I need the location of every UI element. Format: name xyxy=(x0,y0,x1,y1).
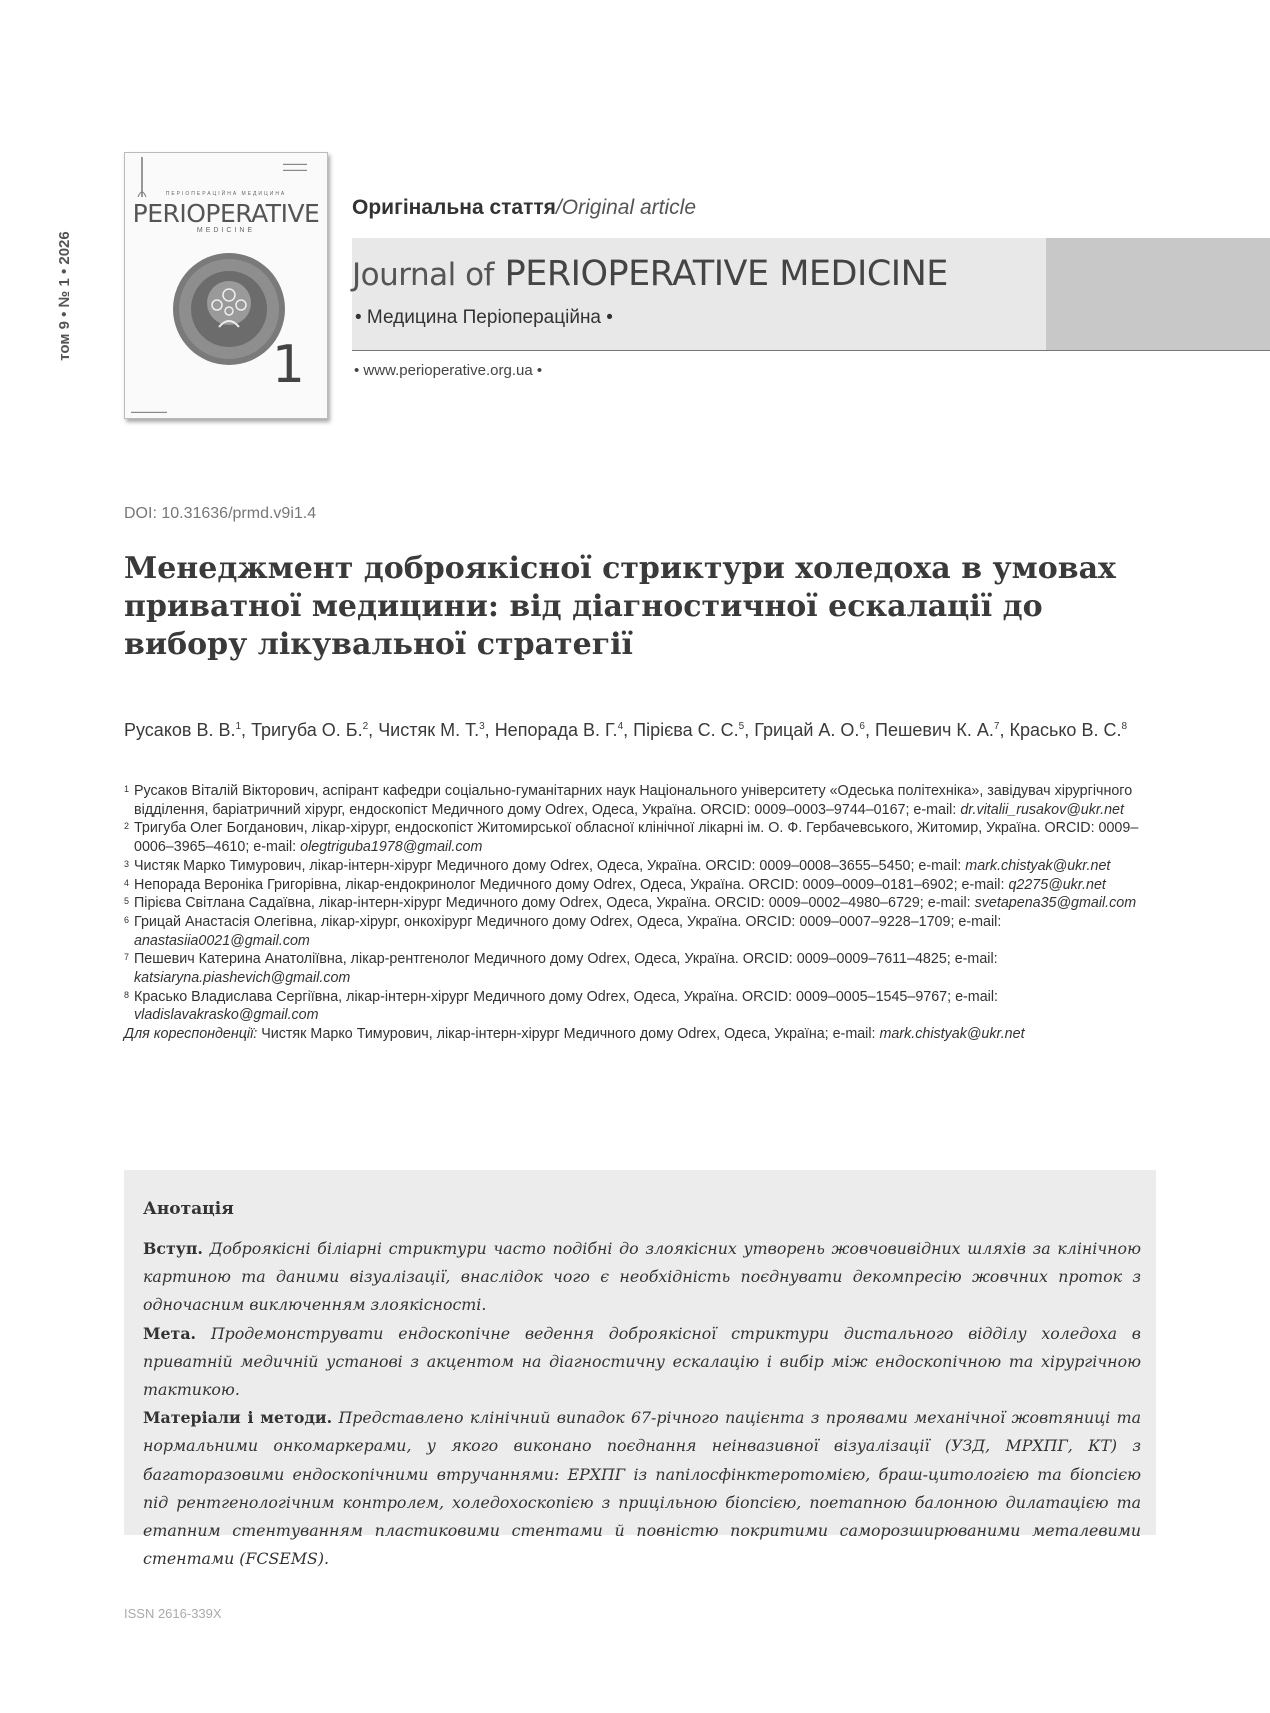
author-name: Непорада В. Г. xyxy=(494,720,618,740)
abstract-section xyxy=(143,1404,1141,1573)
abstract-section-label: Вступ. xyxy=(143,1239,203,1258)
correspondence-email[interactable]: mark.chistyak@ukr.net xyxy=(879,1026,1025,1043)
abstract-section-text: Продемонструвати ендоскопічне ведення доброякісної стриктури дистального відділу холедоха в приватній медичній установі з акцентом на діагностичну ескалацію і вибір між ендоскопічною та хірургічною тактикою. xyxy=(143,1323,1141,1400)
affiliation-email[interactable]: katsiaryna.piashevich@gmail.com xyxy=(134,970,351,987)
abstract-section-text: Доброякісні біліарні стриктури часто подібні до злоякісних утворень жовчовивідних шляхів за клінічною картиною та даними візуалізації, внаслідок чого є необхідність поєднувати декомпресію жовчних проток з одночасним виключенням злоякісності. xyxy=(143,1239,1141,1315)
affiliation-number: 1 xyxy=(124,784,130,794)
cover-brand-sub: MEDICINE xyxy=(196,227,256,234)
author-list: Русаков В. В.$^1$, Тригуба О. Б.$^2$, Чистяк М. Т.$^3$, Непорада В. Г.$^4$, Пірієва С. С.$^5$, Грицай А. О.$^6$, Пешевич К. А.$^7$, Красько В. С.$^8$ xyxy=(124,720,1128,740)
journal-title-name: PERIOPERATIVE MEDICINE xyxy=(504,254,948,294)
author-name: Красько В. С. xyxy=(1009,720,1122,740)
cover-publisher-text: ▬▬▬▬▬▬ xyxy=(283,161,307,166)
article-type-en: Original article xyxy=(561,196,696,219)
affiliation-text: Пешевич Катерина Анатоліївна, лікар-рентгенолог Медичного дому Odrex, Одеса, Україна. ORCID: 0009–0009–7611–4825; e-mail: xyxy=(134,951,998,968)
abstract-heading: Анотація xyxy=(143,1199,234,1219)
abstract-section-label: Мета. xyxy=(143,1323,197,1343)
needle-icon xyxy=(135,157,149,199)
author-affiliation-number: 1 xyxy=(235,721,242,732)
abstract-box xyxy=(124,1170,1156,1569)
affiliation-item xyxy=(124,857,1160,876)
abstract-body xyxy=(143,1235,1141,1573)
journal-subtitle: • Медицина Періопераційна • xyxy=(355,307,613,328)
journal-title xyxy=(352,254,948,294)
affiliation-item xyxy=(124,988,1160,1025)
author-affiliation-number: 4 xyxy=(617,721,624,732)
author xyxy=(251,720,368,740)
author xyxy=(875,720,999,740)
author xyxy=(633,720,744,740)
author-name: Русаков В. В. xyxy=(124,720,236,740)
author-name: Чистяк М. Т. xyxy=(378,720,480,740)
abstract-section xyxy=(143,1235,1141,1320)
affiliation-number: 3 xyxy=(124,858,130,869)
author-name: Пірієва С. С. xyxy=(633,720,739,740)
correspondence-text: Чистяк Марко Тимурович, лікар-інтерн-хірург Медичного дому Odrex, Одеса, Україна; e-mail: xyxy=(257,1026,880,1043)
issn: ISSN 2616-339X xyxy=(124,1606,222,1621)
affiliation-text: Грицай Анастасія Олегівна, лікар-хірург, онкохірург Медичного дому Odrex, Одеса, Україна. ORCID: 0009–0007–9228–1709; e-mail: xyxy=(134,913,1002,930)
cover-top-text: ПЕРІОПЕРАЦІЙНА МЕДИЦИНА xyxy=(165,191,287,197)
cover-publisher-text-2: ▬▬▬▬▬▬ xyxy=(283,167,307,172)
article-type xyxy=(352,196,696,220)
article-type-separator: / xyxy=(555,196,562,219)
affiliation-number: 5 xyxy=(124,896,130,907)
affiliation-email[interactable]: q2275@ukr.net xyxy=(1008,876,1106,893)
affiliation-number: 8 xyxy=(124,989,130,1000)
affiliation-number: 4 xyxy=(124,877,130,888)
author-affiliation-number: 7 xyxy=(993,721,1000,732)
author xyxy=(1009,720,1127,740)
volume-issue-label: том 9 • № 1 • 2026 xyxy=(56,231,73,361)
affiliations xyxy=(124,782,1160,1044)
affiliation-text: Красько Владислава Сергіївна, лікар-інтерн-хірург Медичного дому Odrex, Одеса, Україна. ORCID: 0009–0005–1545–9767; e-mail: xyxy=(134,988,998,1005)
cover-issue-number: 1 xyxy=(271,335,305,395)
author-affiliation-number: 6 xyxy=(859,721,865,732)
article-title: Менеджмент доброякісної стриктури холедоха в умовах приватної медицини: від діагностичної ескалації до вибору лікувальної стратегії xyxy=(124,551,1116,662)
author xyxy=(754,720,865,740)
affiliation-list xyxy=(124,782,1160,1025)
author-name: Грицай А. О. xyxy=(754,720,860,740)
affiliation-item xyxy=(124,876,1160,895)
affiliation-text: Тригуба Олег Богданович, лікар-хірург, ендоскопіст Житомирської обласної клінічної лікарні ім. О. Ф. Гербачевського, Житомир, Україна. ORCID: 0009–0006–3965–4610; e-mail: xyxy=(134,820,1139,856)
affiliation-number: 2 xyxy=(124,821,130,832)
author xyxy=(378,720,484,740)
author-affiliation-number: 8 xyxy=(1121,721,1128,732)
author-affiliation-number: 3 xyxy=(479,721,485,732)
author-affiliation-number: 5 xyxy=(738,721,745,732)
journal-title-prefix: Journal of xyxy=(352,257,494,293)
article-type-ua: Оригінальна стаття xyxy=(352,196,556,219)
affiliation-item xyxy=(124,819,1160,856)
journal-cover-image xyxy=(124,152,328,419)
journal-banner-accent xyxy=(1046,238,1270,351)
affiliation-text: Русаков Віталій Вікторович, аспірант кафедри соціально-гуманітарних наук Національного університету «Одеська політехніка», завідувач хірургічного відділення, баріатричний хірург, ендоскопіст Медичного дому Odrex, Одеса, Україна. ORCID: 0009–0003–9744–0167; e-mail: xyxy=(134,783,1133,818)
affiliation-item xyxy=(124,782,1160,819)
abstract-section-text: Представлено клінічний випадок 67-річного пацієнта з проявами механічної жовтяниці та нормальними онкомаркерами, у якого виконано поєднання неінвазивної візуалізації (УЗД, МРХПГ, КТ) з багаторазовими ендоскопічними втручаннями: ЕРХПГ із папілосфінктеротомією, браш-цитологією та біопсією під рентгенологічним контролем, холедохоскопією з прицільною біопсією, поетапною балонною дилатацією та етапним стентуванням пластиковими стентами й повністю покритими саморозширюваними металевими стентами (FCSEMS). xyxy=(143,1408,1141,1569)
affiliation-number: 7 xyxy=(124,952,130,963)
affiliation-email[interactable]: dr.vitalii_rusakov@ukr.net xyxy=(960,801,1124,818)
affiliation-number: 6 xyxy=(124,914,130,925)
correspondence-label: Для кореспонденції: xyxy=(124,1026,258,1043)
affiliation-email[interactable]: anastasiia0021@gmail.com xyxy=(134,932,310,949)
abstract-section xyxy=(143,1320,1141,1405)
affiliation-item xyxy=(124,894,1160,913)
affiliation-item xyxy=(124,913,1160,950)
affiliation-text: Непорада Вероніка Григорівна, лікар-ендокринолог Медичного дому Odrex, Одеса, Україна. ORCID: 0009–0009–0181–6902; e-mail: xyxy=(134,876,1009,893)
affiliation-text: Пірієва Світлана Садаївна, лікар-інтерн-хірург Медичного дому Odrex, Одеса, Україна. ORCID: 0009–0002–4980–6729; e-mail: xyxy=(134,895,975,912)
cover-brand: PERIOPERATIVE xyxy=(132,199,320,228)
doi[interactable]: DOI: 10.31636/prmd.v9i1.4 xyxy=(124,505,317,522)
author xyxy=(495,720,623,740)
affiliation-email[interactable]: olegtriguba1978@gmail.com xyxy=(300,839,483,856)
author-affiliation-number: 2 xyxy=(362,721,369,732)
correspondence xyxy=(124,1025,1160,1044)
affiliation-email[interactable]: svetapena35@gmail.com xyxy=(974,895,1137,912)
abstract-section-label: Матеріали і методи. xyxy=(143,1408,333,1428)
affiliation-item xyxy=(124,950,1160,987)
cover-footer-text: ▬▬▬▬▬▬▬▬▬ xyxy=(131,409,167,414)
author-name: Тригуба О. Б. xyxy=(251,720,363,740)
cover-emblem-icon xyxy=(171,251,287,367)
author-name: Пешевич К. А. xyxy=(875,720,994,740)
affiliation-text: Чистяк Марко Тимурович, лікар-інтерн-хірург Медичного дому Odrex, Одеса, Україна. ORCID: 0009–0008–3655–5450; e-mail: xyxy=(134,857,966,874)
affiliation-email[interactable]: mark.chistyak@ukr.net xyxy=(965,857,1111,874)
affiliation-email[interactable]: vladislavakrasko@gmail.com xyxy=(134,1007,319,1024)
author xyxy=(124,720,241,740)
journal-website[interactable]: • www.perioperative.org.ua • xyxy=(354,362,543,379)
